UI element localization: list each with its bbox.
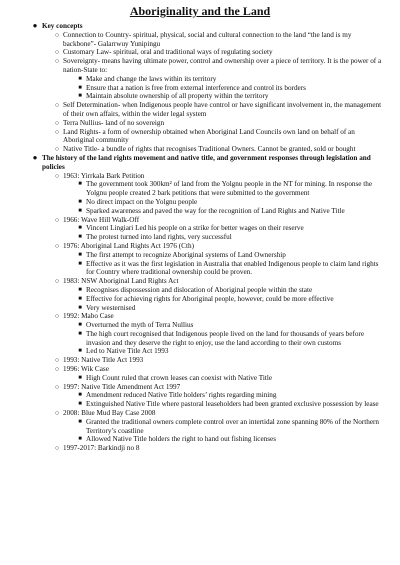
sub-item-text: Sparked awareness and paved the way for the recognition of Land Rights and Native Title [86, 206, 345, 215]
square-bullet-icon: ■ [78, 75, 82, 82]
list-item [54, 171, 382, 216]
section-heading-item [0, 22, 400, 154]
hollow-bullet-icon: ○ [54, 409, 60, 418]
square-bullet-icon: ■ [78, 251, 82, 258]
list-item [54, 444, 382, 453]
item-text: 1963: Yirrkala Bark Petition [63, 171, 145, 180]
item-list [54, 30, 382, 154]
sub-item-list [78, 74, 382, 101]
sub-list-item [78, 206, 382, 216]
item-text: 1997-2017: Barkindji no 8 [63, 444, 140, 453]
list-item [54, 277, 382, 312]
sub-list-item [78, 373, 382, 383]
sub-item-text: Led to Native Title Act 1993 [86, 347, 169, 356]
sub-item-text: Vincent Lingiari Led his people on a strike for better wages on their reserve [86, 224, 304, 233]
section-heading: Key concepts [42, 22, 83, 30]
sub-list-item [78, 259, 382, 278]
sub-list-item [78, 435, 382, 444]
sub-item-text: Overturned the myth of Terra Nullius [86, 321, 194, 330]
sub-list-item [78, 92, 382, 101]
hollow-bullet-icon: ○ [54, 30, 60, 39]
square-bullet-icon: ■ [78, 401, 82, 408]
sub-item-list [78, 321, 382, 356]
sub-item-text: Effective as it was the first legislation in Australia that enabled Indigenous people to claim land rights for Country where traditional ownership could be proven. [86, 259, 379, 277]
list-item [54, 145, 382, 154]
item-text: 2008: Blue Mud Bay Case 2008 [63, 409, 156, 418]
square-bullet-icon: ■ [78, 418, 82, 425]
list-item [54, 365, 382, 383]
square-bullet-icon: ■ [78, 181, 82, 188]
list-item [54, 382, 382, 409]
item-text: Sovereignty- means having ultimate power, control and ownership over a piece of territory. It is the power of a nation-State to: [63, 57, 382, 74]
square-bullet-icon: ■ [78, 198, 82, 205]
hollow-bullet-icon: ○ [54, 145, 60, 154]
sub-list-item [78, 391, 382, 400]
sub-item-text: Effective for achieving rights for Aboriginal people, however, could be more effective [86, 294, 334, 303]
sub-list-item [78, 294, 382, 304]
square-bullet-icon: ■ [78, 286, 82, 293]
sub-list-item [78, 347, 382, 356]
section-heading-item [0, 154, 400, 453]
sub-item-text: Amendment reduced Native Title holders’ rights regarding mining [86, 391, 277, 400]
list-item [54, 118, 382, 128]
square-bullet-icon: ■ [78, 295, 82, 302]
square-bullet-icon: ■ [78, 84, 82, 91]
hollow-bullet-icon: ○ [54, 277, 60, 286]
sub-list-item [78, 400, 382, 409]
sub-list-item [78, 303, 382, 313]
item-text: 1996: Wik Case [63, 365, 109, 374]
sub-list-item [78, 83, 382, 93]
sub-item-text: Granted the traditional owners complete control over an intertidal zone spanning 80% of the Northern Territory’s coastline [86, 417, 379, 435]
sub-item-list [78, 285, 382, 312]
page-title: Aboriginality and the Land [129, 4, 271, 18]
item-text: Customary Law- spiritual, oral and traditional ways of regulating society [63, 48, 273, 57]
hollow-bullet-icon: ○ [54, 444, 60, 453]
sub-item-text: No direct impact on the Yolgnu people [86, 197, 198, 206]
square-bullet-icon: ■ [78, 392, 82, 399]
item-text: Land Rights- a form of ownership obtained when Aboriginal Land Councils own land on behalf of an Aboriginal community [63, 127, 355, 145]
square-bullet-icon: ■ [78, 374, 82, 381]
sub-list-item [78, 250, 382, 260]
hollow-bullet-icon: ○ [54, 241, 60, 250]
bullet-icon: ● [32, 152, 38, 162]
sub-item-list [78, 224, 382, 242]
square-bullet-icon: ■ [78, 436, 82, 443]
sub-list-item [78, 329, 382, 348]
hollow-bullet-icon: ○ [54, 356, 60, 365]
hollow-bullet-icon: ○ [54, 382, 60, 391]
sub-item-list [78, 250, 382, 277]
list-item [54, 30, 382, 49]
square-bullet-icon: ■ [78, 260, 82, 267]
square-bullet-icon: ■ [78, 234, 82, 241]
sub-item-text: Recognises dispossession and dislocation of Aboriginal people within the state [86, 285, 313, 294]
list-item [54, 312, 382, 356]
square-bullet-icon: ■ [78, 225, 82, 232]
item-text: Connection to Country- spiritual, physical, social and cultural connection to the land “the land is my backbone”- Galarrwuy Yunipingu [63, 30, 352, 48]
sub-item-text: The first attempt to recognize Aboriginal systems of Land Ownership [86, 250, 286, 259]
outline [0, 22, 400, 453]
sub-item-text: The protest turned into land rights, very successful [86, 233, 232, 242]
hollow-bullet-icon: ○ [54, 171, 60, 180]
item-text: 1983: NSW Aboriginal Land Rights Act [63, 277, 179, 286]
hollow-bullet-icon: ○ [54, 48, 60, 57]
hollow-bullet-icon: ○ [54, 57, 60, 66]
square-bullet-icon: ■ [78, 348, 82, 355]
sub-item-list [78, 391, 382, 409]
list-item [54, 57, 382, 101]
sub-item-list [78, 373, 382, 383]
sub-item-text: Very westernised [86, 303, 136, 312]
item-text: Self Determination- when Indigenous people have control or have significant involvement in, the management of their own affairs, within the wider legal system [63, 101, 382, 118]
list-item [54, 215, 382, 242]
sub-list-item [78, 233, 382, 242]
bullet-icon: ● [32, 21, 38, 30]
square-bullet-icon: ■ [78, 322, 82, 329]
list-item [54, 241, 382, 277]
sub-list-item [78, 321, 382, 330]
list-item [54, 409, 382, 444]
list-item [54, 48, 382, 57]
sub-list-item [78, 417, 382, 436]
item-text: 1997: Native Title Amendment Act 1997 [63, 382, 181, 391]
hollow-bullet-icon: ○ [54, 312, 60, 321]
sub-item-text: Extinguished Native Title where pastoral leaseholders had been granted exclusive possession by lease [86, 400, 379, 409]
hollow-bullet-icon: ○ [54, 127, 60, 136]
sub-item-list [78, 180, 382, 215]
sub-item-text: Allowed Native Title holders the right to hand out fishing licenses [86, 435, 277, 444]
item-text: 1966: Wave Hill Walk-Off [63, 215, 140, 224]
sub-list-item [78, 74, 382, 84]
sub-list-item [78, 197, 382, 207]
sub-item-list [78, 417, 382, 444]
item-text: Terra Nullius- land of no sovereign [63, 118, 165, 127]
item-list [54, 171, 382, 454]
sub-list-item [78, 285, 382, 295]
square-bullet-icon: ■ [78, 304, 82, 311]
sub-item-text: The government took 300km² of land from the Yolgnu people in the NT for mining. In response the Yolgnu people created 2 bark petitions that were submitted to the government [86, 180, 373, 198]
sub-list-item [78, 224, 382, 233]
sub-item-text: The high court recognised that Indigenous people lived on the land for thousands of years before invasion and they deserve the right to enjoy, use the land according to their own customs [86, 329, 365, 347]
section-list [0, 22, 400, 453]
list-item [54, 101, 382, 119]
sub-item-text: Make and change the laws within its territory [86, 74, 217, 83]
sub-list-item [78, 180, 382, 198]
hollow-bullet-icon: ○ [54, 215, 60, 224]
list-item [54, 127, 382, 146]
item-text: 1976: Aboriginal Land Rights Act 1976 (Cth) [63, 241, 194, 250]
section-heading: The history of the land rights movement and native title, and government responses through legislation and policies [42, 153, 371, 171]
hollow-bullet-icon: ○ [54, 365, 60, 374]
hollow-bullet-icon: ○ [54, 101, 60, 110]
item-text: Native Title- a bundle of rights that recognises Traditional Owners. Cannot be granted, sold or bought [63, 145, 356, 154]
sub-item-text: Maintain absolute ownership of all property within the territory [86, 92, 269, 101]
square-bullet-icon: ■ [78, 207, 82, 214]
item-text: 1992: Mabo Case [63, 312, 114, 321]
hollow-bullet-icon: ○ [54, 118, 60, 127]
item-text: 1993: Native Title Act 1993 [63, 356, 144, 365]
sub-item-text: Ensure that a nation is free from external interference and control its borders [86, 83, 306, 92]
sub-item-text: High Count ruled that crown leases can coexist with Native Title [86, 373, 273, 382]
list-item [54, 356, 382, 365]
square-bullet-icon: ■ [78, 93, 82, 100]
square-bullet-icon: ■ [78, 330, 82, 337]
